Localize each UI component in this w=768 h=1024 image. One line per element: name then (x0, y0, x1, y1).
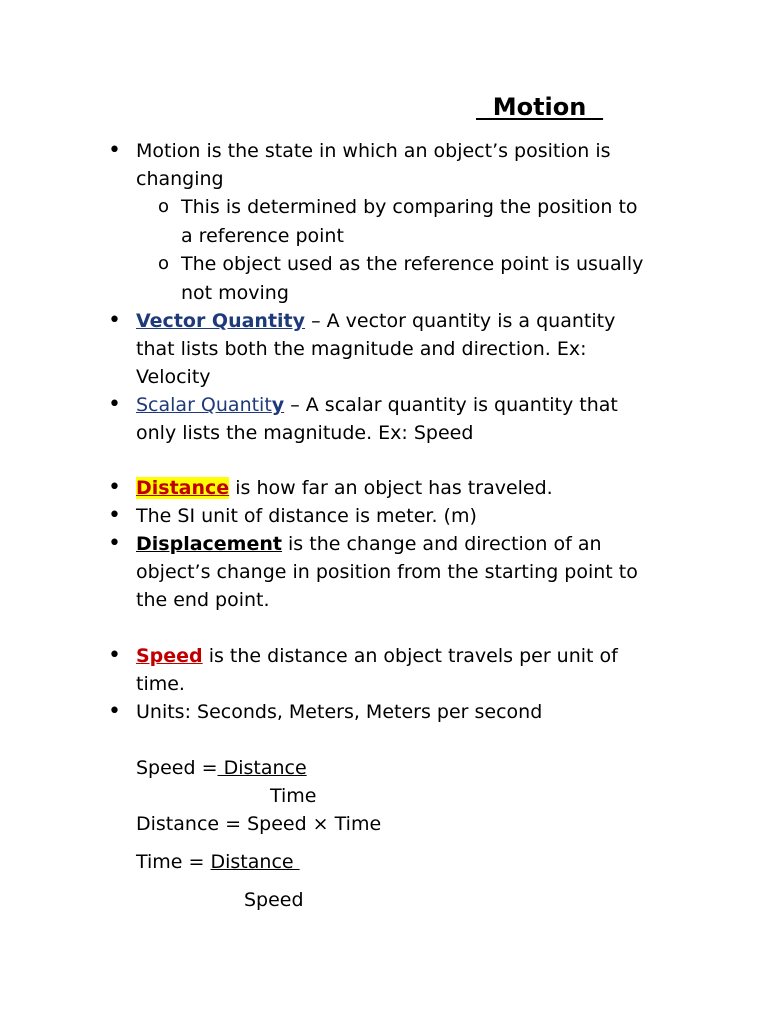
bullet-icon: • (108, 503, 121, 528)
scalar-quantity-text: – A scalar quantity is quantity that (284, 394, 618, 416)
vector-quantity-line3: Velocity (136, 366, 211, 388)
speed-formula-denominator: Time (270, 785, 317, 807)
si-unit-line: The SI unit of distance is meter. (m) (136, 505, 477, 527)
motion-definition-line2: changing (136, 168, 224, 190)
bullet-icon: • (108, 475, 121, 500)
sub-point-1-line2: a reference point (181, 225, 344, 247)
speed-term: Speed (136, 645, 203, 667)
speed-formula-lhs: Speed = (136, 757, 218, 779)
distance-term: Distance (136, 477, 230, 499)
scalar-quantity-line2: only lists the magnitude. Ex: Speed (136, 422, 474, 444)
vector-quantity-text: – A vector quantity is a quantity (305, 310, 616, 332)
displacement-line3: the end point. (136, 589, 270, 611)
displacement-line2: object’s change in position from the starting point to (136, 561, 638, 583)
scalar-quantity-term-a: Scalar Quantit (136, 394, 272, 416)
units-line: Units: Seconds, Meters, Meters per second (136, 701, 543, 723)
distance-line (136, 474, 553, 502)
bullet-icon: • (108, 699, 121, 724)
bullet-icon: • (108, 531, 121, 556)
page-title: Motion (476, 93, 604, 121)
bullet-icon: • (108, 643, 121, 668)
bullet-icon: • (108, 138, 121, 163)
motion-definition-line1: Motion is the state in which an object’s position is (136, 140, 611, 162)
sub-point-2-line1: The object used as the reference point is usually (181, 253, 644, 275)
scalar-quantity-term (136, 394, 284, 416)
distance-formula: Distance = Speed × Time (136, 813, 382, 835)
speed-formula-numerator: Distance (217, 757, 307, 779)
scalar-quantity-term-b: y (271, 394, 285, 416)
bullet-icon: • (108, 392, 121, 417)
distance-text: is how far an object has traveled. (229, 477, 553, 499)
speed-text: is the distance an object travels per unit of (202, 645, 618, 667)
time-formula (136, 848, 300, 876)
sub-bullet-icon: o (158, 253, 170, 274)
time-formula-denominator: Speed (244, 889, 304, 911)
displacement-line1 (136, 530, 602, 558)
bullet-icon: • (108, 308, 121, 333)
scalar-quantity-line1 (136, 391, 618, 419)
speed-formula (136, 754, 307, 782)
sub-point-2-line2: not moving (181, 282, 289, 304)
vector-quantity-term: Vector Quantity (136, 310, 306, 332)
sub-point-1-line1: This is determined by comparing the position to (181, 196, 638, 218)
speed-line2: time. (136, 673, 185, 695)
vector-quantity-line2: that lists both the magnitude and direction. Ex: (136, 338, 587, 360)
displacement-term: Displacement (136, 533, 282, 555)
time-formula-lhs: Time = (136, 851, 211, 873)
speed-line1 (136, 642, 618, 670)
time-formula-numerator: Distance (210, 851, 300, 873)
vector-quantity-line1 (136, 307, 615, 335)
sub-bullet-icon: o (158, 196, 170, 217)
displacement-text: is the change and direction of an (281, 533, 602, 555)
